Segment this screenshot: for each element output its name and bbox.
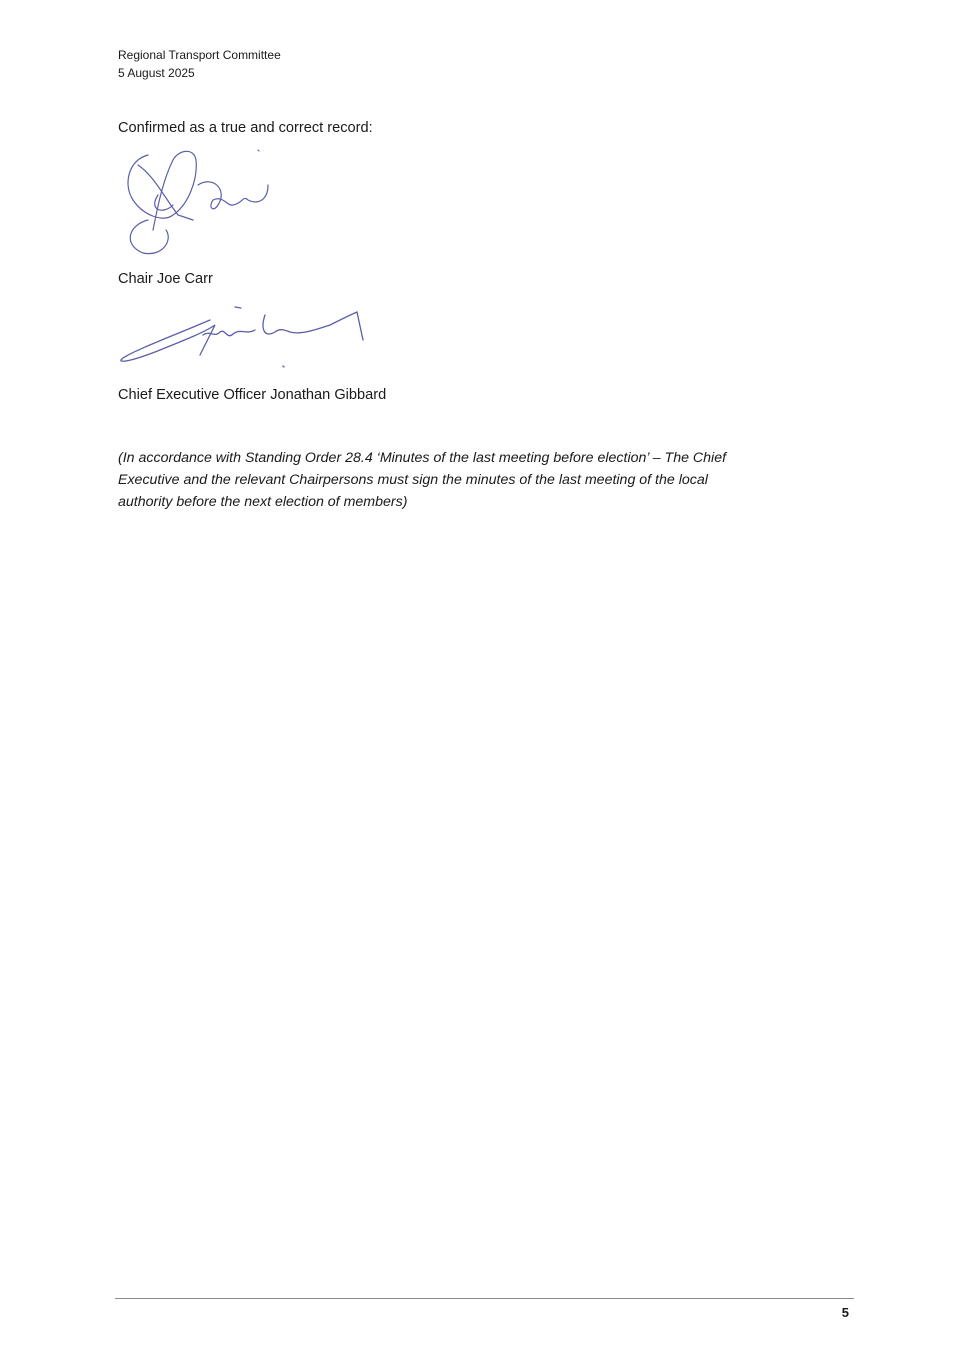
committee-name: Regional Transport Committee [118,48,281,62]
meeting-date: 5 August 2025 [118,66,195,80]
signatory-chair: Chair Joe Carr [118,271,213,287]
ceo-signature [115,300,375,372]
signatory-ceo: Chief Executive Officer Jonathan Gibbard [118,387,387,403]
footer-divider [115,1298,854,1299]
confirmation-text: Confirmed as a true and correct record: [118,120,373,136]
note-line: (In accordance with Standing Order 28.4 ‘Minutes of the last meeting before election’ – The Chief [118,450,727,466]
note-line: Executive and the relevant Chairpersons must sign the minutes of the last meeting of the local [118,472,708,488]
page-number: 5 [841,1305,849,1320]
note-line: authority before the next election of members) [118,494,408,510]
chair-signature [118,145,283,260]
